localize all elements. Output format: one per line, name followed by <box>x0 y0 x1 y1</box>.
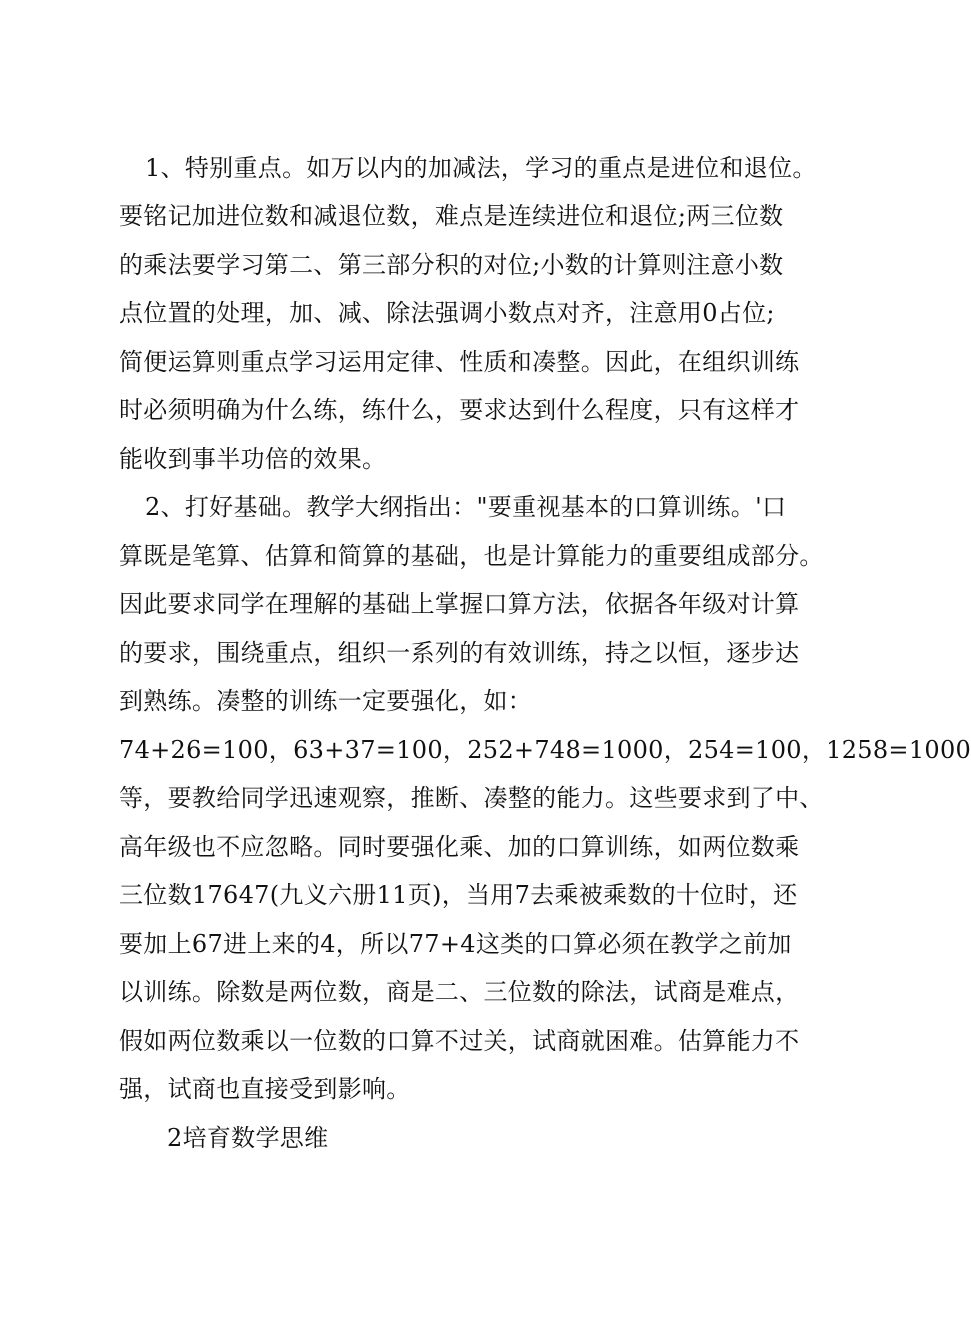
paragraph-2-line-13: 强，试商也直接受到影响。 <box>119 1075 411 1103</box>
paragraph-2-line-3: 因此要求同学在理解的基础上掌握口算方法，依据各年级对计算 <box>119 590 800 618</box>
paragraph-2-line-2: 算既是笔算、估算和简算的基础，也是计算能力的重要组成部分。 <box>119 542 824 570</box>
paragraph-1-line-1: 1、特别重点。如万以内的加减法，学习的重点是进位和退位。 <box>145 154 817 182</box>
paragraph-2-line-6: 74+26=100，63+37=100，252+748=1000，254=100，1258=1000 <box>119 736 971 764</box>
section-heading: 2培育数学思维 <box>167 1124 329 1152</box>
paragraph-2-line-10: 要加上67进上来的4，所以77+4这类的口算必须在教学之前加 <box>119 930 792 958</box>
paragraph-1-line-7: 能收到事半功倍的效果。 <box>119 445 387 473</box>
paragraph-2-line-7: 等，要教给同学迅速观察，推断、凑整的能力。这些要求到了中、 <box>119 784 824 812</box>
paragraph-2-line-4: 的要求，围绕重点，组织一系列的有效训练，持之以恒，逐步达 <box>119 639 800 667</box>
paragraph-1-line-2: 要铭记加进位数和减退位数，难点是连续进位和退位;两三位数 <box>119 202 784 230</box>
paragraph-2-line-11: 以训练。除数是两位数，商是二、三位数的除法，试商是难点， <box>119 978 800 1006</box>
paragraph-1-line-4: 点位置的处理，加、减、除法强调小数点对齐，注意用0占位; <box>119 299 775 327</box>
paragraph-2-line-12: 假如两位数乘以一位数的口算不过关，试商就困难。估算能力不 <box>119 1027 800 1055</box>
paragraph-1-line-6: 时必须明确为什么练，练什么，要求达到什么程度，只有这样才 <box>119 396 800 424</box>
paragraph-1-line-3: 的乘法要学习第二、第三部分积的对位;小数的计算则注意小数 <box>119 251 784 279</box>
paragraph-2-line-1: 2、打好基础。教学大纲指出："要重视基本的口算训练。'口 <box>145 493 787 521</box>
paragraph-1-line-5: 简便运算则重点学习运用定律、性质和凑整。因此，在组织训练 <box>119 348 800 376</box>
paragraph-2-line-8: 高年级也不应忽略。同时要强化乘、加的口算训练，如两位数乘 <box>119 833 800 861</box>
paragraph-2-line-5: 到熟练。凑整的训练一定要强化，如： <box>119 687 533 715</box>
paragraph-2-line-9: 三位数17647(九义六册11页)，当用7去乘被乘数的十位时，还 <box>119 881 798 909</box>
